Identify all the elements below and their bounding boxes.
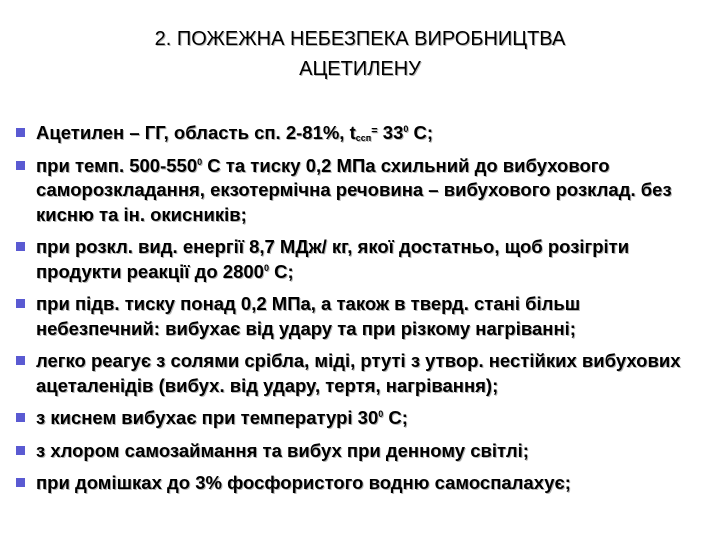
square-bullet-icon [16, 242, 25, 251]
bullet-text-value: 33 [377, 122, 404, 143]
bullet-superscript: 0 [378, 409, 384, 419]
bullet-text-end: С; [408, 122, 434, 143]
square-bullet-icon [16, 299, 25, 308]
bullet-superscript: 0 [263, 262, 269, 273]
square-bullet-icon [16, 356, 25, 365]
list-item [16, 439, 706, 464]
square-bullet-icon [16, 478, 25, 487]
list-item [16, 406, 706, 431]
bullet-text: при темп. 500-550 [36, 154, 198, 176]
page-title [60, 24, 660, 84]
bullet-text: при підв. тиску понад 0,2 МПа, а також в тверд. стані більш небезпечний: вибухає від удару та при різкому нагріванні; [36, 293, 581, 339]
square-bullet-icon [16, 446, 25, 455]
bullet-text: легко реагує з солями срібла, міді, ртуті з утвор. нестійких вибухових ацеталенідів (вибух. від удару, тертя, нагрівання); [36, 350, 681, 396]
bullet-text: Ацетилен – ГГ, область сп. 2-81%, t [36, 122, 356, 143]
bullet-text-end: С; [268, 260, 294, 282]
bullet-text: при домішках до 3% фосфористого водню самоспалахує; [36, 472, 571, 493]
bullet-text-end: С та тиску 0,2 МПа схильний до вибухового саморозкладання, екзотермічна речовина – вибухового розклад. без кисню та ін. окисників; [36, 154, 672, 225]
square-bullet-icon [16, 161, 25, 170]
bullet-list [16, 121, 706, 504]
bullet-text: при розкл. вид. енергії 8,7 МДж/ кг, якої достатньо, щоб розігріти продукти реакції до 2800 [36, 236, 630, 282]
list-item [16, 235, 706, 284]
bullet-text-end: С; [383, 407, 408, 428]
list-item [16, 121, 706, 146]
bullet-text: з киснем вибухає при температурі 30 [36, 407, 379, 428]
square-bullet-icon [16, 128, 25, 137]
title-line-2: АЦЕТИЛЕНУ [299, 58, 421, 80]
bullet-superscript: 0 [197, 156, 203, 167]
square-bullet-icon [16, 413, 25, 422]
list-item [16, 349, 706, 398]
list-item [16, 292, 706, 341]
title-line-1: 2. ПОЖЕЖНА НЕБЕЗПЕКА ВИРОБНИЦТВА [154, 28, 566, 50]
list-item [16, 154, 706, 228]
bullet-superscript: 0 [403, 124, 409, 134]
bullet-subscript: ссп [355, 133, 372, 143]
list-item [16, 471, 706, 496]
bullet-text: з хлором самозаймання та вибух при денному світлі; [36, 439, 529, 461]
bullet-equals: = [371, 125, 378, 137]
